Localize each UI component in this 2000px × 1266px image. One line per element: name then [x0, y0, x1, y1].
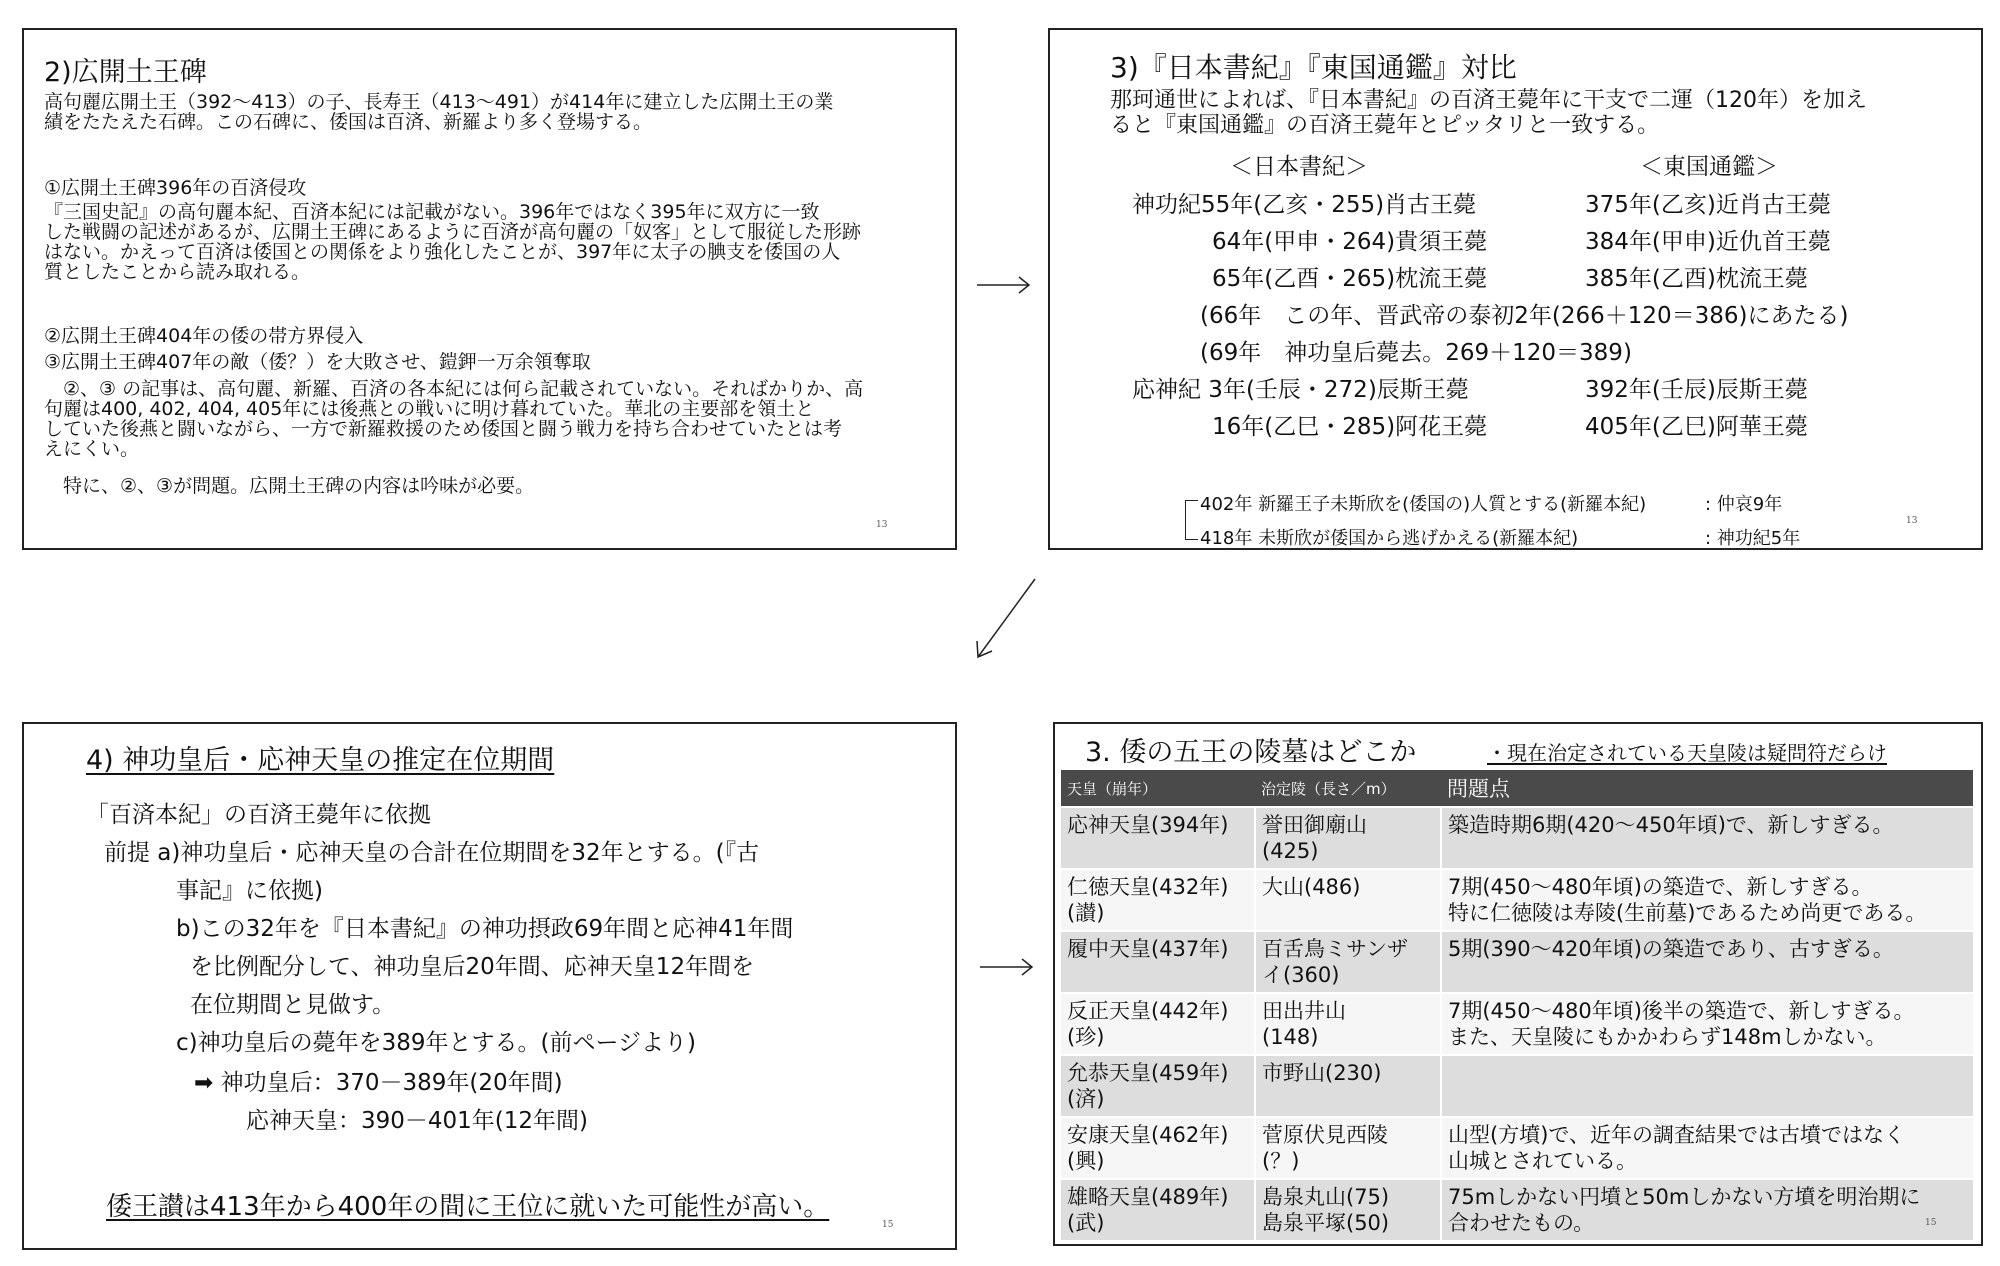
- slide-reign-estimate: [22, 722, 957, 1250]
- paragraph-3: 特に、②、③が問題。広開土王碑の内容は吟味が必要。: [44, 475, 535, 497]
- premise-a: 前提 a)神功皇后・応神天皇の合計在位期間を32年とする。(『古: [104, 840, 760, 866]
- intro-paragraph: 那珂通世によれば、『日本書紀』の百済王薨年に干支で二運（120年）を加え ると『東国通鑑』の百済王薨年とピッタリと一致する。: [1110, 88, 1867, 138]
- comparison-left-1: 神功紀55年(乙亥・255)肖古王薨: [1132, 192, 1477, 218]
- slide-kotaio-stele: [22, 28, 957, 550]
- table-row: [1061, 807, 1973, 869]
- column-header-nihon-shoki: ＜日本書紀＞: [1230, 154, 1368, 180]
- comparison-note-66: (66年 この年、晋武帝の泰初2年(266＋120＝386)にあたる): [1200, 303, 1849, 329]
- cell-emperor: 允恭天皇(459年) (済): [1061, 1055, 1255, 1117]
- comparison-note-69: (69年 神功皇后薨去。269＋120＝389): [1200, 340, 1632, 366]
- header-issue: 問題点: [1441, 770, 1973, 807]
- page-number: 15: [1925, 1218, 1937, 1228]
- comparison-right-1: 375年(乙亥)近肖古王薨: [1585, 192, 1831, 218]
- paragraph-2: ②、③ の記事は、高句麗、新羅、百済の各本紀には何ら記載されていない。そればかりか、高 句麗は400, 402, 404, 405年には後燕との戦いに明け暮れていた。華北の主要部を領土と していた後燕と闘いながら、一方で新羅救援のため倭国と闘う戦力を持ち合わせていたとは考 えにくい。: [44, 378, 864, 460]
- page-number: 13: [876, 520, 888, 530]
- table-row: [1061, 931, 1973, 993]
- cell-emperor: 履中天皇(437年): [1061, 931, 1255, 993]
- note-418: 418年 未斯欣が倭国から逃げかえる(新羅本紀): [1200, 528, 1579, 549]
- table-row: [1061, 1179, 1973, 1240]
- cell-issue: [1441, 1055, 1973, 1117]
- result-ojin: 応神天皇：390－401年(12年間): [246, 1108, 589, 1134]
- premise-b: b)この32年を『日本書紀』の神功摂政69年間と応神41年間: [176, 916, 794, 942]
- table-row: [1061, 1055, 1973, 1117]
- section-heading-2: ②広開土王碑404年の倭の帯方界侵入: [44, 325, 364, 347]
- premise-c: c)神功皇后の薨年を389年とする。(前ページより): [176, 1030, 697, 1056]
- bracket-line: [1185, 500, 1198, 540]
- arrow-right-icon: [975, 270, 1035, 300]
- slide-title: 2)広開土王碑: [44, 57, 207, 88]
- cell-emperor: 応神天皇(394年): [1061, 807, 1255, 869]
- cell-emperor: 安康天皇(462年) (興): [1061, 1117, 1255, 1179]
- cell-issue: 7期(450～480年頃)の築造で、新しすぎる。 特に仁徳陵は寿陵(生前墓)であるため尚更である。: [1441, 869, 1973, 931]
- cell-tomb: 田出井山 (148): [1255, 993, 1441, 1055]
- cell-tomb: 誉田御廟山 (425): [1255, 807, 1441, 869]
- page-number: 15: [882, 1220, 894, 1230]
- basis-line: 「百済本紀」の百済王薨年に依拠: [86, 802, 431, 828]
- comparison-right-2: 384年(甲申)近仇首王薨: [1585, 229, 1831, 255]
- comparison-right-7: 405年(乙巳)阿華王薨: [1585, 414, 1808, 440]
- cell-issue: 築造時期6期(420～450年頃)で、新しすぎる。: [1441, 807, 1973, 869]
- cell-issue: 山型(方墳)で、近年の調査結果では古墳ではなく 山城とされている。: [1441, 1117, 1973, 1179]
- tomb-table: [1061, 770, 1973, 1240]
- cell-issue: 5期(390～420年頃)の築造であり、古すぎる。: [1441, 931, 1973, 993]
- slide-chronicle-comparison: [1048, 28, 1983, 550]
- slide-title: 3. 倭の五王の陵墓はどこか: [1085, 737, 1417, 768]
- comparison-right-6: 392年(壬辰)辰斯王薨: [1585, 377, 1808, 403]
- section-heading-3: ③広開土王碑407年の敵（倭？）を大敗させ、鎧鉀一万余領奪取: [44, 351, 591, 373]
- arrow-down-left-icon: [970, 575, 1040, 665]
- table-row: [1061, 993, 1973, 1055]
- note-418-equivalent: : 神功紀5年: [1705, 528, 1801, 549]
- header-emperor: 天皇（崩年）: [1061, 770, 1255, 807]
- comparison-left-2: 64年(甲申・264)貴須王薨: [1212, 229, 1488, 255]
- section-heading-1: ①広開土王碑396年の百済侵攻: [44, 177, 307, 199]
- page-number: 13: [1906, 516, 1918, 526]
- column-header-tongguk-tonggam: ＜東国通鑑＞: [1640, 154, 1778, 180]
- comparison-left-7: 16年(乙巳・285)阿花王薨: [1212, 414, 1488, 440]
- conclusion: 倭王讃は413年から400年の間に王位に就いた可能性が高い。: [106, 1192, 830, 1222]
- cell-emperor: 反正天皇(442年) (珍): [1061, 993, 1255, 1055]
- cell-issue: 75mしかない円墳と50mしかない方墳を明治期に 合わせたもの。: [1441, 1179, 1973, 1240]
- header-tomb: 治定陵（長さ／m）: [1255, 770, 1441, 807]
- table-row: [1061, 869, 1973, 931]
- comparison-left-6: 応神紀 3年(壬辰・272)辰斯王薨: [1132, 377, 1469, 403]
- note-402-equivalent: : 仲哀9年: [1705, 494, 1783, 515]
- premise-a-cont: 事記』に依拠): [176, 878, 323, 904]
- slide-title: 4) 神功皇后・応神天皇の推定在位期間: [86, 745, 555, 776]
- cell-emperor: 雄略天皇(489年) (武): [1061, 1179, 1255, 1240]
- note-402: 402年 新羅王子未斯欣を(倭国の)人質とする(新羅本紀): [1200, 494, 1647, 515]
- cell-tomb: 市野山(230): [1255, 1055, 1441, 1117]
- cell-tomb: 島泉丸山(75) 島泉平塚(50): [1255, 1179, 1441, 1240]
- result-jingu: ➡ 神功皇后：370－389年(20年間): [194, 1070, 563, 1096]
- premise-b-cont-1: を比例配分して、神功皇后20年間、応神天皇12年間を: [190, 954, 755, 980]
- comparison-right-3: 385年(乙酉)枕流王薨: [1585, 266, 1808, 292]
- slide-subtitle: ・現在治定されている天皇陵は疑問符だらけ: [1487, 741, 1887, 765]
- cell-tomb: 大山(486): [1255, 869, 1441, 931]
- paragraph-1: 『三国史記』の高句麗本紀、百済本紀には記載がない。396年ではなく395年に双方に一致 した戦闘の記述があるが、広開土王碑にあるように百済が高句麗の「奴客」として服従した形跡 はない。かえって百済は倭国との関係をより強化したことが、397年に太子の腆支を倭国の人 質としたことから読み取れる。: [44, 201, 862, 283]
- cell-tomb: 百舌鳥ミサンザ イ(360): [1255, 931, 1441, 993]
- cell-emperor: 仁徳天皇(432年) (讃): [1061, 869, 1255, 931]
- slide-title: 3)『日本書紀』『東国通鑑』対比: [1110, 51, 1517, 84]
- arrow-right-icon: [978, 952, 1038, 982]
- intro-paragraph: 高句麗広開土王（392～413）の子、長寿王（413～491）が414年に建立した広開土王の業 績をたたえた石碑。この石碑に、倭国は百済、新羅より多く登場する。: [44, 91, 834, 133]
- slide-tombs-table: [1053, 722, 1983, 1246]
- cell-issue: 7期(450～480年頃)後半の築造で、新しすぎる。 また、天皇陵にもかかわらず148mしかない。: [1441, 993, 1973, 1055]
- table-header-row: [1061, 770, 1973, 807]
- premise-b-cont-2: 在位期間と見做す。: [190, 992, 396, 1018]
- comparison-left-3: 65年(乙酉・265)枕流王薨: [1212, 266, 1488, 292]
- table-row: [1061, 1117, 1973, 1179]
- cell-tomb: 菅原伏見西陵 (？): [1255, 1117, 1441, 1179]
